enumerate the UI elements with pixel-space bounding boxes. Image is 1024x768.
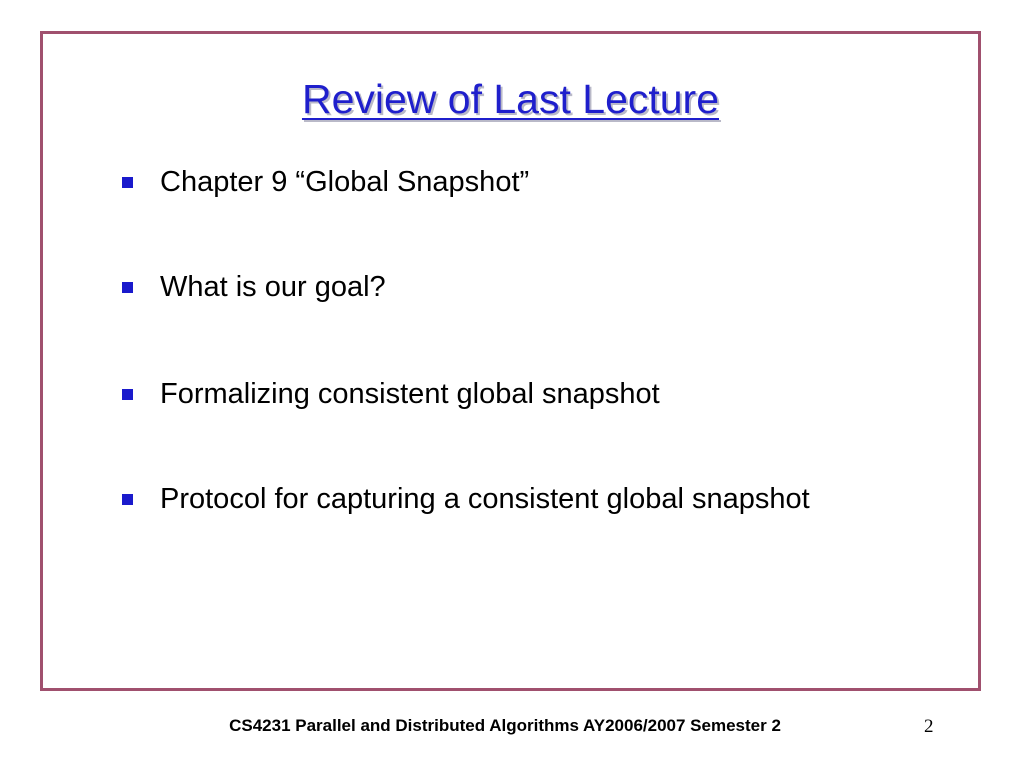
square-bullet-icon	[122, 282, 133, 293]
square-bullet-icon	[122, 494, 133, 505]
slide-title: Review of Last Lecture	[301, 76, 720, 122]
bullet-text: Formalizing consistent global snapshot	[160, 378, 660, 410]
bullet-text: What is our goal?	[160, 271, 386, 303]
bullet-text: Protocol for capturing a consistent global snapshot	[160, 483, 810, 515]
page-number: 2	[924, 716, 934, 737]
square-bullet-icon	[122, 389, 133, 400]
slide-footer: CS4231 Parallel and Distributed Algorithms AY2006/2007 Semester 2	[229, 716, 781, 735]
slide-frame	[40, 31, 981, 691]
square-bullet-icon	[122, 177, 133, 188]
bullet-text: Chapter 9 “Global Snapshot”	[160, 166, 530, 198]
